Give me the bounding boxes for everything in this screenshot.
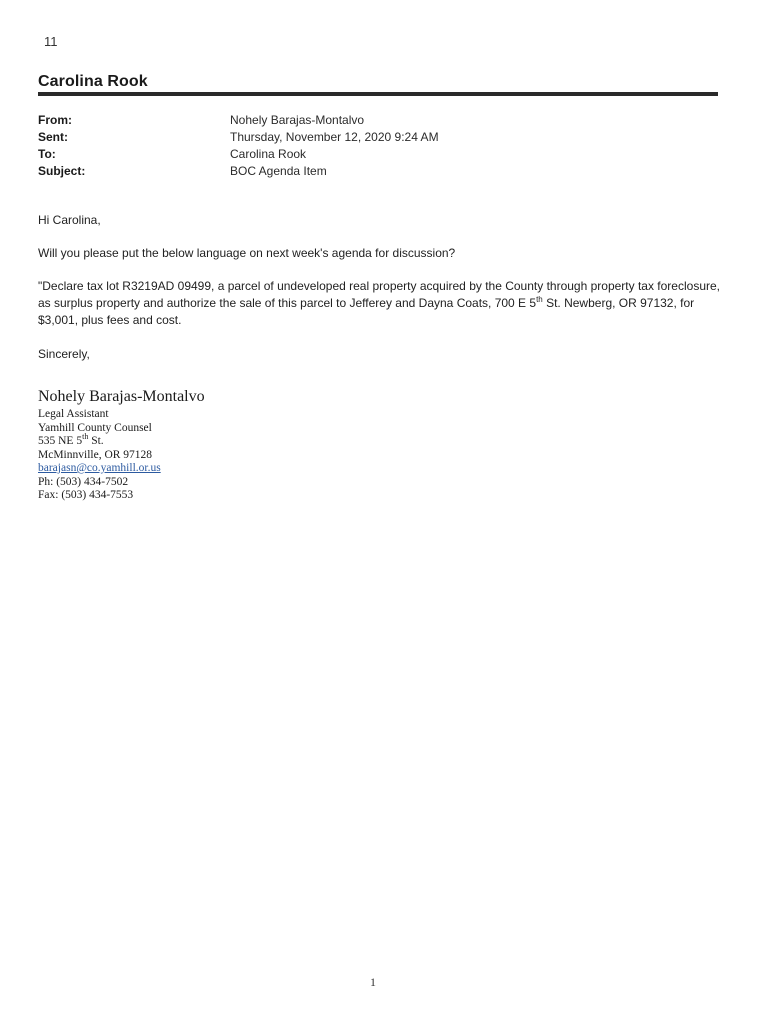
signature-address xyxy=(38,432,205,449)
header-to-row xyxy=(38,146,678,163)
page-marker: 11 xyxy=(44,34,58,49)
quoted-resolution xyxy=(38,278,728,329)
signature-department: Yamhill County Counsel xyxy=(38,421,152,434)
header-divider xyxy=(38,92,718,96)
signature-name: Nohely Barajas-Montalvo xyxy=(38,388,205,405)
quote-text-part2: St. Newberg, OR 97132, for $3,001, plus fees and cost. xyxy=(38,296,695,327)
subject-value: BOC Agenda Item xyxy=(230,164,327,178)
email-body xyxy=(38,212,728,379)
address-part2: St. xyxy=(88,435,104,447)
header-from-row xyxy=(38,112,678,129)
header-subject-row xyxy=(38,163,678,180)
signature-title: Legal Assistant xyxy=(38,408,109,420)
signature-fax: Fax: (503) 434-7553 xyxy=(38,489,134,501)
to-label: To: xyxy=(38,147,56,161)
greeting: Hi Carolina, xyxy=(38,213,101,227)
sent-value: Thursday, November 12, 2020 9:24 AM xyxy=(230,130,439,144)
subject-label: Subject: xyxy=(38,164,86,178)
closing: Sincerely, xyxy=(38,347,90,361)
to-value: Carolina Rook xyxy=(230,147,307,161)
email-header xyxy=(38,112,678,180)
mailbox-owner-name: Carolina Rook xyxy=(38,73,148,90)
signature-city: McMinnville, OR 97128 xyxy=(38,448,153,461)
signature-block xyxy=(38,387,205,503)
from-label: From: xyxy=(38,113,72,127)
header-sent-row xyxy=(38,129,678,146)
sent-label: Sent: xyxy=(38,130,68,144)
signature-email-link[interactable]: barajasn@co.yamhill.or.us xyxy=(38,462,161,474)
request-paragraph: Will you please put the below language on next week's agenda for discussion? xyxy=(38,246,456,260)
address-part1: 535 NE 5 xyxy=(38,435,83,447)
quote-text-part1: "Declare tax lot R3219AD 09499, a parcel of undeveloped real property acquired by the County through property tax foreclosure, as surplus property and authorize the sale of this parcel to Jefferey and Dayna Coats, 700 E 5 xyxy=(38,279,720,310)
footer-page-number: 1 xyxy=(370,975,376,989)
address-superscript: th xyxy=(82,432,89,442)
quote-superscript: th xyxy=(536,295,543,304)
signature-phone: Ph: (503) 434-7502 xyxy=(38,475,129,488)
from-value: Nohely Barajas-Montalvo xyxy=(230,113,365,127)
